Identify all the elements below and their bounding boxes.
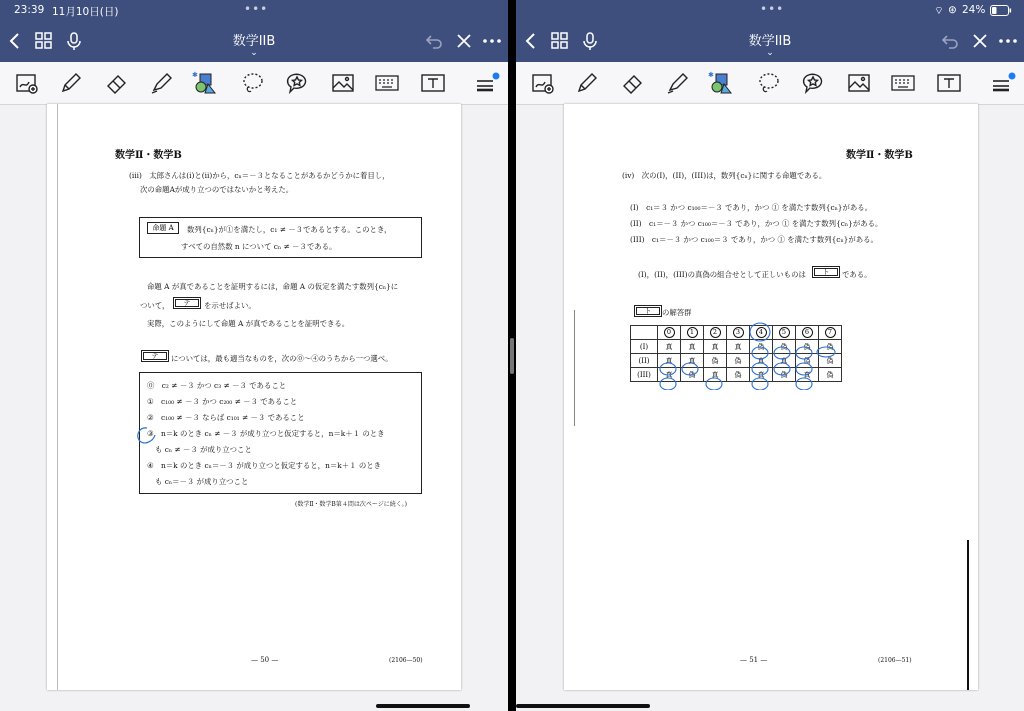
- proposition-II: (II) c₁＝－３ かつ c₁₀₀＝－３ であり，かつ ① を満たす数列{cₙ}がある。: [630, 219, 883, 228]
- undo-icon-right[interactable]: [940, 31, 960, 51]
- more-icon[interactable]: [482, 31, 502, 51]
- navigation-bar-right: [516, 0, 1024, 62]
- proposition-line-2: すべての自然数 n について cₙ ≠ －３である。: [181, 242, 337, 251]
- multitask-dots-icon-right[interactable]: •••: [760, 2, 785, 16]
- zoom-pen-icon[interactable]: [14, 70, 40, 96]
- table-cell: 偽: [681, 368, 704, 382]
- page-header-right: 数学Ⅱ・数学B: [846, 150, 913, 161]
- sticker-icon-right[interactable]: [800, 70, 826, 96]
- proposition-III: (III) c₁＝－３ かつ c₁₀₀＝３ であり，かつ ① を満たす数列{cₙ}がある。: [630, 235, 878, 244]
- pen-settings-icon[interactable]: [474, 70, 500, 96]
- home-indicator-left: [376, 704, 470, 708]
- question-end: である。: [842, 270, 872, 279]
- table-cell: 偽: [819, 354, 842, 368]
- table-cell: 真: [681, 354, 704, 368]
- tool-bar: [0, 62, 508, 105]
- microphone-icon[interactable]: [64, 31, 84, 51]
- table-col-header: 7: [819, 326, 842, 340]
- grid-icon-right[interactable]: [550, 31, 570, 51]
- table-cell: 偽: [796, 354, 819, 368]
- status-date: 11月10日(日): [52, 6, 119, 18]
- table-row: [631, 368, 842, 382]
- table-col-header: 6: [796, 326, 819, 340]
- highlighter-icon-right[interactable]: [664, 70, 690, 96]
- navigation-bar: [0, 0, 508, 62]
- proposition-I: (I) c₁＝３ かつ c₁₀₀＝－３ であり，かつ ① を満たす数列{cₙ}がある。: [630, 203, 873, 212]
- proposition-a-label: 命題 A: [147, 222, 179, 234]
- svg-text:✱: ✱: [192, 71, 198, 79]
- keyboard-icon[interactable]: [374, 70, 400, 96]
- answer-box-te-2: テ: [141, 350, 169, 362]
- battery-percent: 24%: [962, 4, 986, 16]
- shapes-icon-right[interactable]: [708, 70, 734, 96]
- option-4-cont: も cₙ＝－３ が成り立つこと: [155, 477, 249, 486]
- answer-box-to: ト: [812, 266, 840, 278]
- svg-text:✱: ✱: [708, 71, 714, 79]
- table-cell: 偽: [704, 354, 727, 368]
- lasso-icon-right[interactable]: [756, 70, 782, 96]
- page-edge-line: [57, 104, 58, 690]
- table-cell: 真: [796, 368, 819, 382]
- more-icon-right[interactable]: [998, 31, 1018, 51]
- option-1: ① c₁₀₀ ≠ －３ かつ c₂₀₀ ≠ －３ であること: [147, 397, 298, 406]
- table-cell: 真: [727, 340, 750, 354]
- split-divider-grip-icon[interactable]: [510, 338, 514, 374]
- grid-icon[interactable]: [34, 31, 54, 51]
- row-label: (II): [631, 354, 658, 368]
- pen-settings-icon-right[interactable]: [990, 70, 1016, 96]
- table-col-header: 5: [773, 326, 796, 340]
- zoom-pen-icon-right[interactable]: [530, 70, 556, 96]
- table-col-header: 0: [658, 326, 681, 340]
- image-icon[interactable]: [330, 70, 356, 96]
- table-cell: 偽: [773, 368, 796, 382]
- table-cell: 偽: [796, 340, 819, 354]
- table-cell: 偽: [819, 368, 842, 382]
- textbox-icon-right[interactable]: [936, 70, 962, 96]
- answer-box-to-2: ト: [634, 305, 662, 317]
- row-label: (III): [631, 368, 658, 382]
- table-cell: 偽: [819, 340, 842, 354]
- table-col-header: 1: [681, 326, 704, 340]
- shapes-icon[interactable]: [192, 70, 218, 96]
- intro-line-1: (iii) 太郎さんは(i)と(ii)から，cₙ＝－３となることがあるかどうかに着目し，: [129, 171, 390, 180]
- table-row: [631, 340, 842, 354]
- lasso-icon[interactable]: [240, 70, 266, 96]
- table-cell: 真: [681, 340, 704, 354]
- document-title-button[interactable]: [194, 30, 314, 56]
- table-cell: 偽: [773, 340, 796, 354]
- paragraph-line-2b: を示せばよい。: [204, 301, 256, 310]
- table-row: [631, 354, 842, 368]
- table-col-header: 2: [704, 326, 727, 340]
- table-col-header: 3: [727, 326, 750, 340]
- image-icon-right[interactable]: [846, 70, 872, 96]
- intro-line: (iv) 次の(I)，(II)，(III)は，数列{cₙ}に関する命題である。: [622, 171, 827, 180]
- question-text: (I)，(II)，(III)の真偽の組合せとして正しいものは: [638, 270, 806, 279]
- paragraph-line-1: 命題 A が真であることを証明するには，命題 A の仮定を満たす数列{cₙ}に: [147, 282, 399, 291]
- page-number-right: — 51 —: [740, 656, 768, 664]
- table-cell: 偽: [727, 368, 750, 382]
- page-code: (2106—50): [389, 657, 423, 664]
- highlighter-icon[interactable]: [148, 70, 174, 96]
- textbox-icon[interactable]: [420, 70, 446, 96]
- page-edge-line-dark: [967, 540, 969, 690]
- option-2: ② c₁₀₀ ≠ －３ ならば c₁₀₁ ≠ －３ であること: [147, 413, 305, 422]
- option-3: ③ n＝k のとき cₙ ≠ －３ が成り立つと仮定すると，n＝k＋１ のとき: [147, 429, 385, 438]
- paragraph-line-3: 実際，このようにして命題 A が真であることを証明できる。: [147, 319, 350, 328]
- back-chevron-icon-right[interactable]: [522, 31, 542, 51]
- table-col-header: 4: [750, 326, 773, 340]
- choose-instruction: については，最も適当なものを，次の⓪～④のうちから一つ選べ。: [171, 354, 393, 363]
- table-cell: 真: [704, 368, 727, 382]
- table-corner-cell: [631, 326, 658, 340]
- choices-title: の解答群: [662, 308, 692, 317]
- option-3-cont: も cₙ ≠ －３ が成り立つこと: [155, 445, 252, 454]
- wifi-icon: ⌔: [934, 5, 944, 17]
- title-chevron-down-icon-right: ⌄: [766, 48, 774, 58]
- table-cell: 偽: [727, 354, 750, 368]
- table-cell: 真: [658, 340, 681, 354]
- continued-note: (数学Ⅱ・数学B第４問は次ページに続く。): [295, 501, 407, 508]
- sticker-icon[interactable]: [284, 70, 310, 96]
- proposition-line-1: 数列{cₙ}が①を満たし，c₁ ≠ －３であるとする。このとき，: [187, 225, 392, 234]
- intro-line-2: 次の命題Aが成り立つのではないかと考えた。: [140, 185, 294, 194]
- close-icon[interactable]: [454, 31, 474, 51]
- table-cell: 真: [773, 354, 796, 368]
- right-pane: [516, 0, 1024, 711]
- table-header-row: [631, 326, 842, 340]
- page-code-right: (2106—51): [878, 657, 912, 664]
- battery-icon: [990, 5, 1012, 16]
- document-title-right: 数学IIB: [748, 34, 792, 49]
- eraser-icon-right[interactable]: [620, 70, 646, 96]
- microphone-icon-right[interactable]: [580, 31, 600, 51]
- tool-bar-right: [516, 62, 1024, 105]
- left-pane: [0, 0, 508, 711]
- orientation-lock-icon: ⊛: [948, 4, 957, 16]
- table-cell: 真: [750, 354, 773, 368]
- pen-icon[interactable]: [58, 70, 84, 96]
- table-cell: 真: [704, 340, 727, 354]
- paragraph-line-2a: ついて，: [140, 301, 170, 310]
- document-title: 数学IIB: [232, 34, 276, 49]
- back-chevron-icon[interactable]: [6, 31, 26, 51]
- multitask-dots-icon[interactable]: •••: [244, 2, 269, 16]
- document-title-button-right[interactable]: [710, 30, 830, 56]
- home-indicator-right: [516, 704, 650, 708]
- page-number: — 50 —: [251, 656, 279, 664]
- page-50[interactable]: [47, 104, 461, 690]
- table-cell: 真: [658, 354, 681, 368]
- page-edge-line-right: [574, 310, 575, 426]
- table-cell: 偽: [750, 340, 773, 354]
- title-chevron-down-icon: ⌄: [250, 48, 258, 58]
- truth-table: [630, 325, 842, 382]
- table-cell: 真: [658, 368, 681, 382]
- close-icon-right[interactable]: [970, 31, 990, 51]
- undo-icon[interactable]: [424, 31, 444, 51]
- page-51[interactable]: [564, 104, 978, 690]
- keyboard-icon-right[interactable]: [890, 70, 916, 96]
- option-0: ⓪ c₂ ≠ －３ かつ c₃ ≠ －３ であること: [147, 381, 287, 390]
- row-label: (I): [631, 340, 658, 354]
- eraser-icon[interactable]: [104, 70, 130, 96]
- answer-box-te: テ: [173, 297, 201, 309]
- pen-icon-right[interactable]: [574, 70, 600, 96]
- status-time: 23:39: [14, 4, 45, 16]
- page-header: 数学Ⅱ・数学B: [115, 150, 182, 161]
- table-cell: 真: [750, 368, 773, 382]
- option-4: ④ n＝k のとき cₙ＝－３ が成り立つと仮定すると，n＝k＋１ のとき: [147, 461, 381, 470]
